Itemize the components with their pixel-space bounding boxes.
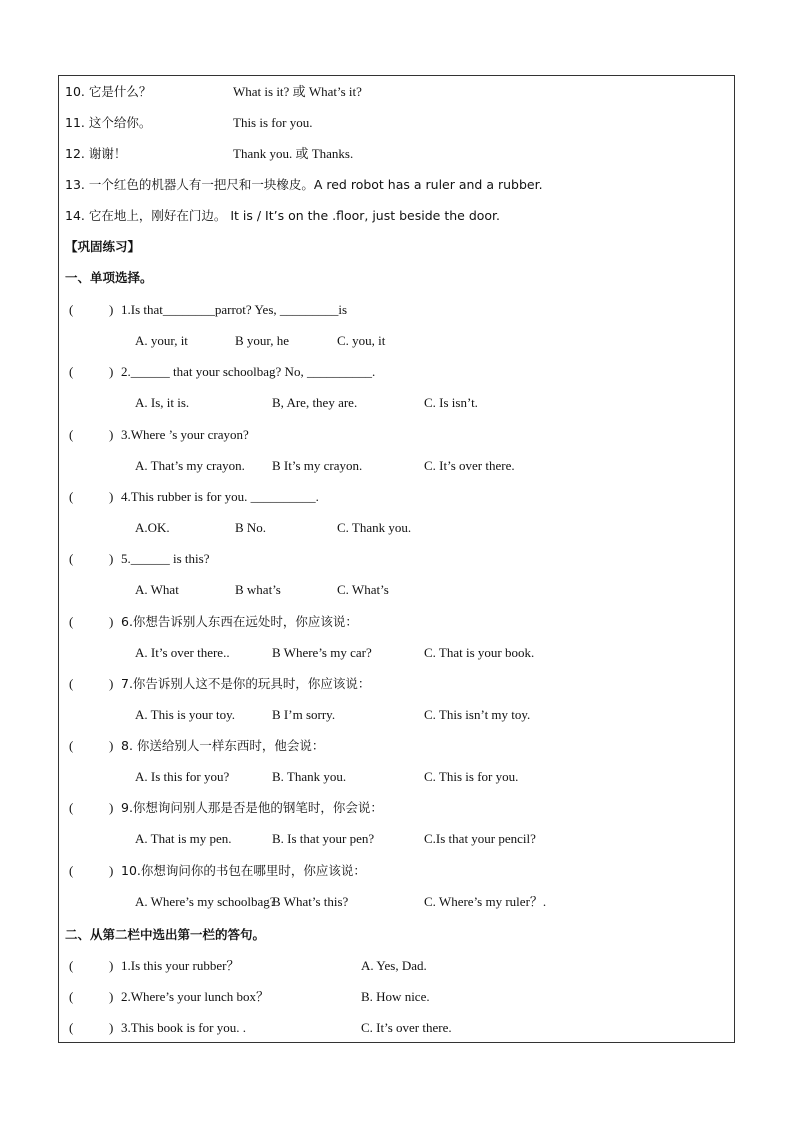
vocab-line [65,143,754,165]
answer-paren-close: ) [109,958,114,973]
option-b: B. Thank you. [272,769,347,785]
match-row [65,1017,754,1039]
vocab-english: This is for you. [233,115,313,130]
option-b: B No. [235,519,267,535]
match-question: 3.This book is for you. . [121,1020,246,1035]
question-row [65,797,754,819]
option-a: A. Is, it is. [135,395,190,411]
part2-title-text: 二、从第二栏中选出第一栏的答句。 [65,927,266,942]
question-row [65,735,754,757]
option-a: A. It’s over there.. [135,644,230,660]
options-row [65,642,754,664]
answer-paren-close: ) [109,488,114,504]
section-title [65,236,754,258]
vocab-chinese: 12. 谢谢！ [65,146,127,161]
section-title-text: 【巩固练习】 [65,239,141,254]
question-text: 6.你想告诉别人东西在远处时，你应该说： [121,613,358,629]
answer-paren-open: ( [69,675,74,691]
answer-paren-close: ) [109,302,114,317]
question-row [65,424,754,446]
part1-title [65,267,754,289]
option-c: C. you, it [337,333,386,348]
question-text: 7.你告诉别人这不是你的玩具时，你应该说： [121,675,371,691]
question-text: 1.Is that________parrot? Yes, _________is [121,302,348,317]
options-row [65,579,754,601]
vocab-line [65,81,754,103]
option-a: A. That’s my crayon. [135,457,245,473]
vocab-sentence: 13. 一个红色的机器人有一把尺和一块橡皮。A red robot has a ruler and a rubber. [65,177,543,192]
answer-paren-close: ) [109,738,114,754]
question-text: 9.你想询问别人那是否是他的钢笔时，你会说： [121,800,383,816]
answer-paren-close: ) [109,364,114,380]
question-text: 4.This rubber is for you. __________. [121,488,319,504]
options-row [65,704,754,726]
answer-paren-close: ) [109,1020,114,1035]
question-text: 8. 你送给别人一样东西时，他会说： [121,738,325,754]
option-c: C. What’s [337,582,389,598]
question-row [65,611,754,633]
option-c: C. It’s over there. [424,457,515,473]
option-c: C. That is your book. [424,644,535,660]
option-b: B It’s my crayon. [272,457,363,473]
match-row [65,986,754,1008]
option-c: C. Thank you. [337,519,412,535]
match-question: 1.Is this your rubber？ [121,958,240,973]
match-row [65,955,754,977]
answer-paren-close: ) [109,800,114,816]
option-c: C. Is isn’t. [424,395,478,411]
option-b: B. Is that your pen? [272,831,375,847]
option-a: A.OK. [135,519,170,535]
vocab-line [65,112,754,134]
match-answer: C. It’s over there. [361,1020,452,1035]
option-b: B, Are, they are. [272,395,358,411]
answer-paren-open: ( [69,862,74,878]
answer-paren-open: ( [69,1020,74,1035]
answer-paren-close: ) [109,613,114,629]
match-answer: B. How nice. [361,989,430,1004]
answer-paren-open: ( [69,364,74,380]
question-row [65,299,754,321]
question-row [65,486,754,508]
option-b: B what’s [235,582,281,598]
options-row [65,392,754,414]
part2-title [65,924,754,946]
options-row [65,330,754,352]
vocab-english: Thank you. 或 Thanks. [233,146,354,161]
answer-paren-open: ( [69,738,74,754]
question-text: 10.你想询问你的书包在哪里时，你应该说： [121,862,366,878]
answer-paren-open: ( [69,800,74,816]
question-row [65,361,754,383]
option-a: A. Is this for you? [135,769,230,785]
options-row [65,455,754,477]
option-c: C. This is for you. [424,769,519,785]
options-row [65,517,754,539]
option-b: B Where’s my car? [272,644,372,660]
options-row [65,766,754,788]
answer-paren-close: ) [109,551,114,567]
question-text: 3.Where ’s your crayon? [121,426,249,442]
vocab-chinese: 10. 它是什么？ [65,84,152,99]
option-b: B I’m sorry. [272,706,336,722]
option-c: C. This isn’t my toy. [424,706,531,722]
vocab-chinese: 11. 这个给你。 [65,115,152,130]
question-text: 2.______ that your schoolbag? No, __________. [121,364,376,380]
question-row [65,860,754,882]
vocab-english: What is it? 或 What’s it? [233,84,362,99]
match-answer: A. Yes, Dad. [361,958,427,973]
option-b: B What’s this? [272,893,349,909]
answer-paren-open: ( [69,426,74,442]
options-row [65,828,754,850]
option-a: A. What [135,582,179,598]
option-a: A. your, it [135,333,188,348]
option-c: C.Is that your pencil? [424,831,536,847]
option-a: A. Where’s my schoolbag? [135,893,276,909]
answer-paren-open: ( [69,551,74,567]
answer-paren-open: ( [69,989,74,1004]
answer-paren-close: ) [109,989,114,1004]
answer-paren-open: ( [69,488,74,504]
answer-paren-close: ) [109,426,114,442]
options-row [65,891,754,913]
question-row [65,548,754,570]
option-a: A. That is my pen. [135,831,232,847]
vocab-line [65,205,754,227]
question-row [65,673,754,695]
answer-paren-open: ( [69,958,74,973]
option-b: B your, he [235,333,289,348]
answer-paren-open: ( [69,302,74,317]
option-c: C. Where’s my ruler？. [424,893,547,909]
part1-title-text: 一、单项选择。 [65,270,153,285]
vocab-line [65,174,754,196]
question-text: 5.______ is this? [121,551,210,567]
answer-paren-open: ( [69,613,74,629]
answer-paren-close: ) [109,862,114,878]
match-question: 2.Where’s your lunch box？ [121,989,270,1004]
option-a: A. This is your toy. [135,706,236,722]
vocab-sentence: 14. 它在地上，刚好在门边。 It is / It’s on the .floor, just beside the door. [65,208,501,223]
answer-paren-close: ) [109,675,114,691]
